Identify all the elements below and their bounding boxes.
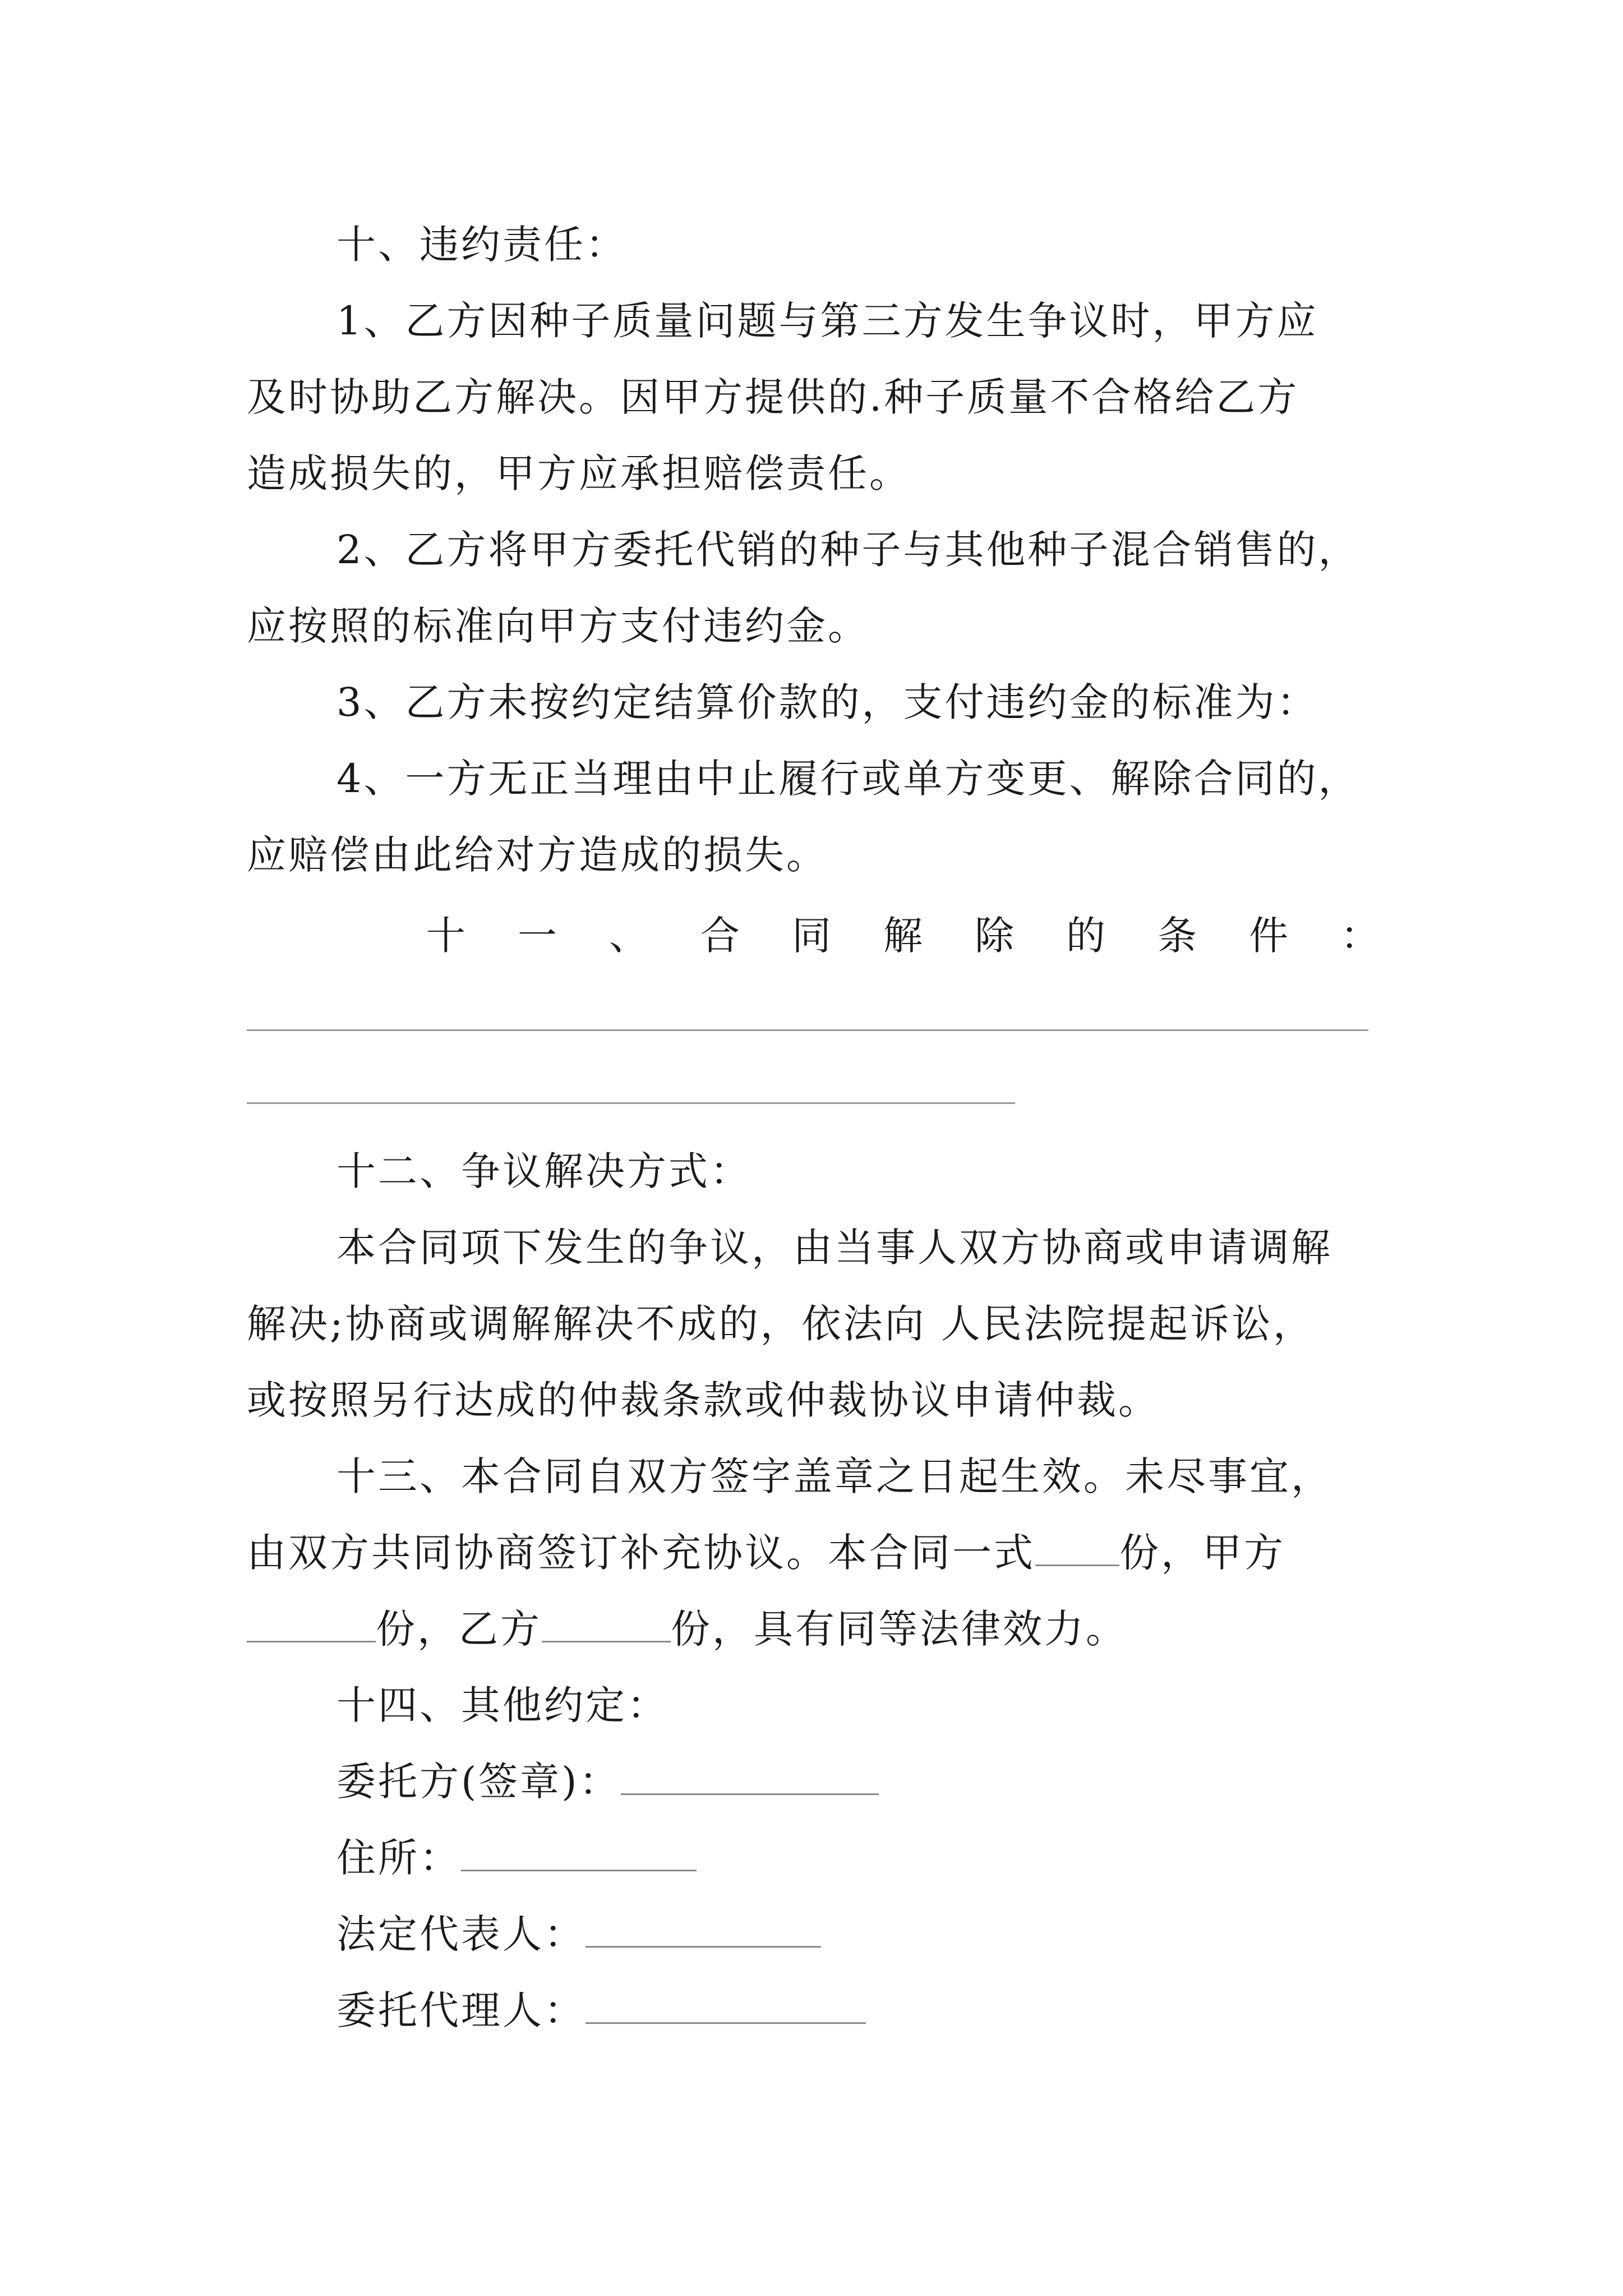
signature-legal-rep (336, 1896, 1408, 1972)
copies-party-a-blank (247, 1609, 376, 1642)
address-field[interactable] (461, 1837, 697, 1871)
signature-agent (336, 1972, 1408, 2049)
section-11-char: 同 (792, 913, 831, 959)
clause-10-1-line-2: 及时协助乙方解决。因甲方提供的.种子质量不合格给乙方 (247, 374, 1299, 420)
clause-10-1-line-3: 造成损失的，甲方应承担赔偿责任。 (247, 450, 911, 496)
agent-field[interactable] (585, 1990, 866, 2024)
agent-label: 委托代理人： (336, 1987, 585, 2033)
section-11-char: 除 (975, 913, 1014, 959)
section-11-char: 解 (883, 913, 923, 959)
clause-10-4-line-1: 4、一方无正当理由中止履行或单方变更、解除合同的， (336, 756, 1360, 802)
section-13-line-3-text: 份，乙方 (376, 1606, 542, 1652)
section-13-line-3-tail: 份，具有同等法律效力。 (671, 1606, 1127, 1652)
section-12-line-1: 本合同项下发生的争议，由当事人双方协商或申请调解 (336, 1225, 1332, 1271)
legal-rep-field[interactable] (585, 1913, 821, 1948)
section-10-heading: 十、违约责任： (336, 222, 627, 268)
fill-in-line (247, 1029, 1368, 1031)
section-12-line-3: 或按照另行达成的仲裁条款或仲裁协议申请仲裁。 (247, 1377, 1160, 1423)
section-14-heading: 十四、其他约定： (336, 1682, 668, 1728)
clause-10-2-line-2: 应按照的标准向甲方支付违约金。 (247, 603, 869, 649)
section-13-line-2 (247, 1515, 1408, 1591)
section-11-char: 一 (518, 913, 557, 959)
section-13-line-2-text: 由双方共同协商签订补充协议。本合同一式 (247, 1530, 1035, 1576)
section-11-char: 条 (1158, 913, 1197, 959)
entrusting-party-label: 委托方(签章)： (336, 1759, 621, 1805)
section-13-line-2-tail: 份，甲方 (1119, 1530, 1285, 1576)
fill-in-line (247, 1102, 1015, 1104)
address-label: 住所： (336, 1835, 461, 1881)
section-11-char: 的 (1066, 913, 1105, 959)
entrusting-party-field[interactable] (621, 1761, 879, 1795)
copies-total-blank (1035, 1533, 1119, 1566)
section-11-char: 十 (426, 913, 465, 959)
clause-10-4-line-2: 应赔偿由此给对方造成的损失。 (247, 832, 828, 878)
clause-10-3-line-1: 3、乙方未按约定结算价款的，支付违约金的标准为： (336, 679, 1318, 725)
signature-address (336, 1820, 1408, 1896)
copies-party-b-blank (542, 1609, 671, 1642)
section-11-char: ： (1340, 913, 1380, 959)
section-11-heading (426, 898, 1380, 974)
section-12-line-2: 解决;协商或调解解决不成的，依法向 人民法院提起诉讼， (247, 1301, 1315, 1347)
section-13-line-1: 十三、本合同自双方签字盖章之日起生效。未尽事宜， (336, 1453, 1332, 1499)
clause-10-2-line-1: 2、乙方将甲方委托代销的种子与其他种子混合销售的， (336, 527, 1360, 573)
signature-entrusting-party (336, 1743, 1408, 1820)
clause-10-1-line-1: 1、乙方因种子质量问题与第三方发生争议时，甲方应 (336, 298, 1318, 344)
section-13-line-3 (247, 1591, 1408, 1667)
legal-rep-label: 法定代表人： (336, 1911, 585, 1957)
section-11-char: 、 (609, 913, 648, 959)
section-11-char: 件 (1249, 913, 1288, 959)
section-11-char: 合 (700, 913, 740, 959)
section-12-heading: 十二、争议解决方式： (336, 1148, 751, 1194)
